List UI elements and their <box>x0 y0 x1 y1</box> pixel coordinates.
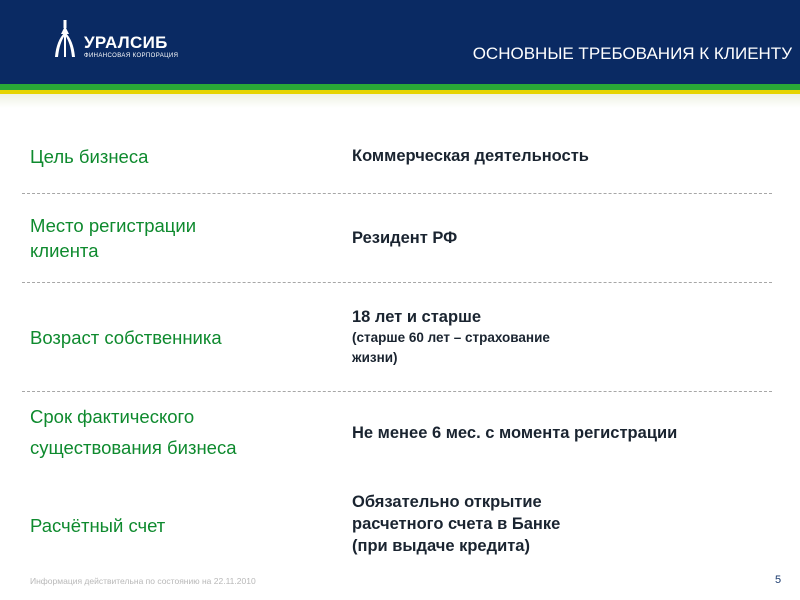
requirement-row <box>22 473 772 573</box>
page-number: 5 <box>775 574 782 586</box>
requirement-row <box>22 283 772 392</box>
requirement-value-line: Обязательно открытие <box>352 493 542 511</box>
requirement-value <box>352 306 762 368</box>
requirement-label-line: существования бизнеса <box>30 437 237 458</box>
requirement-label: Расчётный счет <box>30 515 166 536</box>
requirement-label: Цель бизнеса <box>30 146 149 167</box>
requirement-label <box>30 213 330 263</box>
footer-validity-note: Информация действительна по состоянию на 22.11.2010 <box>30 576 256 586</box>
logo-subtitle: ФИНАНСОВАЯ КОРПОРАЦИЯ <box>84 53 179 59</box>
requirement-value-line: расчетного счета в Банке <box>352 515 561 533</box>
requirement-value: Коммерческая деятельность <box>352 147 589 165</box>
header-stripe-fade <box>0 94 800 108</box>
uralsib-logo-icon <box>52 20 78 58</box>
company-logo <box>52 20 212 66</box>
requirement-value-line: (при выдаче кредита) <box>352 537 530 555</box>
requirement-label-line: клиента <box>30 240 99 261</box>
requirement-label: Возраст собственника <box>30 327 222 348</box>
requirement-label-line: Место регистрации <box>30 215 197 236</box>
requirement-row <box>22 392 772 472</box>
logo-name: УРАЛСИБ <box>84 33 168 52</box>
header-bar <box>0 0 800 84</box>
requirement-value-note: (старше 60 лет – страхование <box>352 330 550 345</box>
requirement-label <box>30 401 330 463</box>
requirement-row <box>22 194 772 283</box>
requirement-label-line: Срок фактического <box>30 406 195 427</box>
requirement-value: Резидент РФ <box>352 229 458 247</box>
requirement-value-main: 18 лет и старше <box>352 308 481 326</box>
requirement-value-note: жизни) <box>352 350 398 365</box>
requirement-value: Не менее 6 мес. с момента регистрации <box>352 424 678 442</box>
requirement-value <box>352 491 762 557</box>
requirement-row <box>22 122 772 194</box>
slide-title: ОСНОВНЫЕ ТРЕБОВАНИЯ К КЛИЕНТУ <box>472 44 792 63</box>
